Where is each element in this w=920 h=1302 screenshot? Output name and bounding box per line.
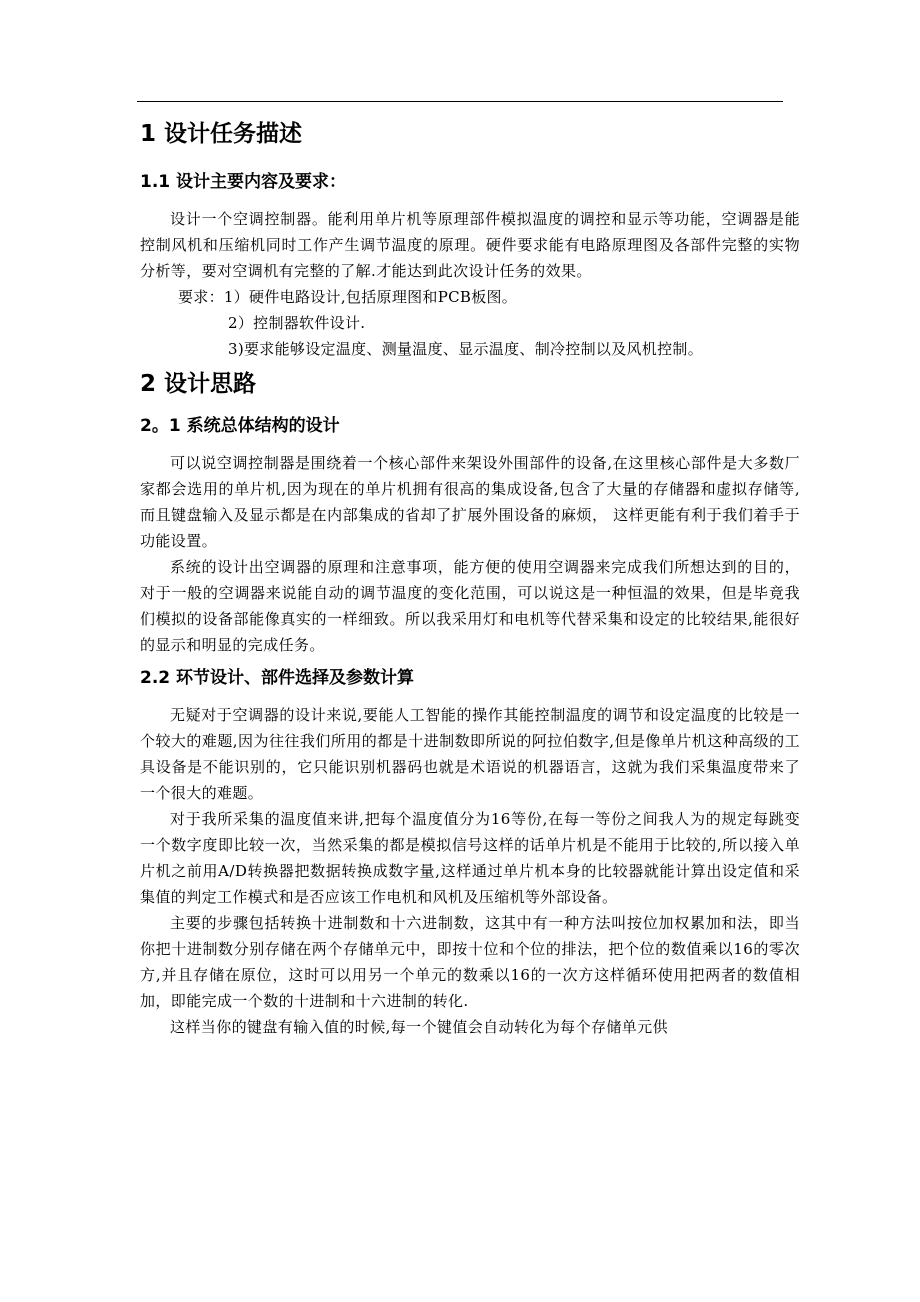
section-2-1-paragraph-2: 系统的设计出空调器的原理和注意事项，能方便的使用空调器来完成我们所想达到的目的，对于一般的空调器来说能自动的调节温度的变化范围，可以说这是一种恒温的效果，但是毕竟我们模拟的设备部能像真实的一样细致。所以我采用灯和电机等代替采集和设定的比较结果,能很好的显示和明显的完成任务。 — [140, 558, 800, 654]
section-2-1-heading: 2。1 系统总体结构的设计 — [140, 416, 340, 436]
section-2-1-paragraph-1: 可以说空调控制器是围绕着一个核心部件来架设外围部件的设备,在这里核心部件是大多数厂家都会选用的单片机,因为现在的单片机拥有很高的集成设备,包含了大量的存储器和虚拟存储等,而且键盘输入及显示都是在内部集成的省却了扩展外围设备的麻烦， 这样更能有利于我们着手于功能设置。 — [140, 454, 800, 550]
section-2-2-paragraph-3: 主要的步骤包括转换十进制数和十六进制数，这其中有一种方法叫按位加权累加和法，即当你把十进制数分别存储在两个存储单元中，即按十位和个位的排法，把个位的数值乘以16的零次方,并且存储在原位，这时可以用另一个单元的数乘以16的一次方这样循环使用把两者的数值相加，即能完成一个数的十进制和十六进制的转化. — [140, 914, 800, 1010]
section-1-1-paragraph: 设计一个空调控制器。能利用单片机等原理部件模拟温度的调控和显示等功能，空调器是能控制风机和压缩机同时工作产生调节温度的原理。硬件要求能有电路原理图及各部件完整的实物分析等，要对空调机有完整的了解.才能达到此次设计任务的效果。 — [140, 210, 800, 280]
requirement-line-1: 要求：1）硬件电路设计,包括原理图和PCB板图。 — [178, 288, 518, 306]
header-rule — [137, 101, 783, 102]
requirement-line-2: 2）控制器软件设计. — [228, 314, 366, 332]
document-body — [140, 112, 800, 1040]
section-2-heading: 2 设计思路 — [140, 371, 257, 397]
section-2-2-heading: 2.2 环节设计、部件选择及参数计算 — [140, 668, 415, 688]
section-2-2-paragraph-1: 无疑对于空调器的设计来说,要能人工智能的操作其能控制温度的调节和设定温度的比较是一个较大的难题,因为往往我们所用的都是十进制数即所说的阿拉伯数字,但是像单片机这种高级的工具设备是不能识别的，它只能识别机器码也就是术语说的机器语言，这就为我们采集温度带来了一个很大的难题。 — [140, 706, 800, 802]
section-1-1-heading: 1.1 设计主要内容及要求： — [140, 172, 347, 192]
requirement-line-3: 3)要求能够设定温度、测量温度、显示温度、制冷控制以及风机控制。 — [228, 340, 703, 358]
section-2-2-paragraph-4: 这样当你的键盘有输入值的时候,每一个键值会自动转化为每个存储单元供 — [170, 1018, 668, 1036]
section-1-heading: 1 设计任务描述 — [140, 121, 303, 147]
section-2-2-paragraph-2: 对于我所采集的温度值来讲,把每个温度值分为16等份,在每一等份之间我人为的规定每跳变一个数字度即比较一次，当然采集的都是模拟信号这样的话单片机是不能用于比较的,所以接入单片机之前用A/D转换器把数据转换成数字量,这样通过单片机本身的比较器就能计算出设定值和采集值的判定工作模式和是否应该工作电机和风机及压缩机等外部设备。 — [140, 810, 800, 906]
